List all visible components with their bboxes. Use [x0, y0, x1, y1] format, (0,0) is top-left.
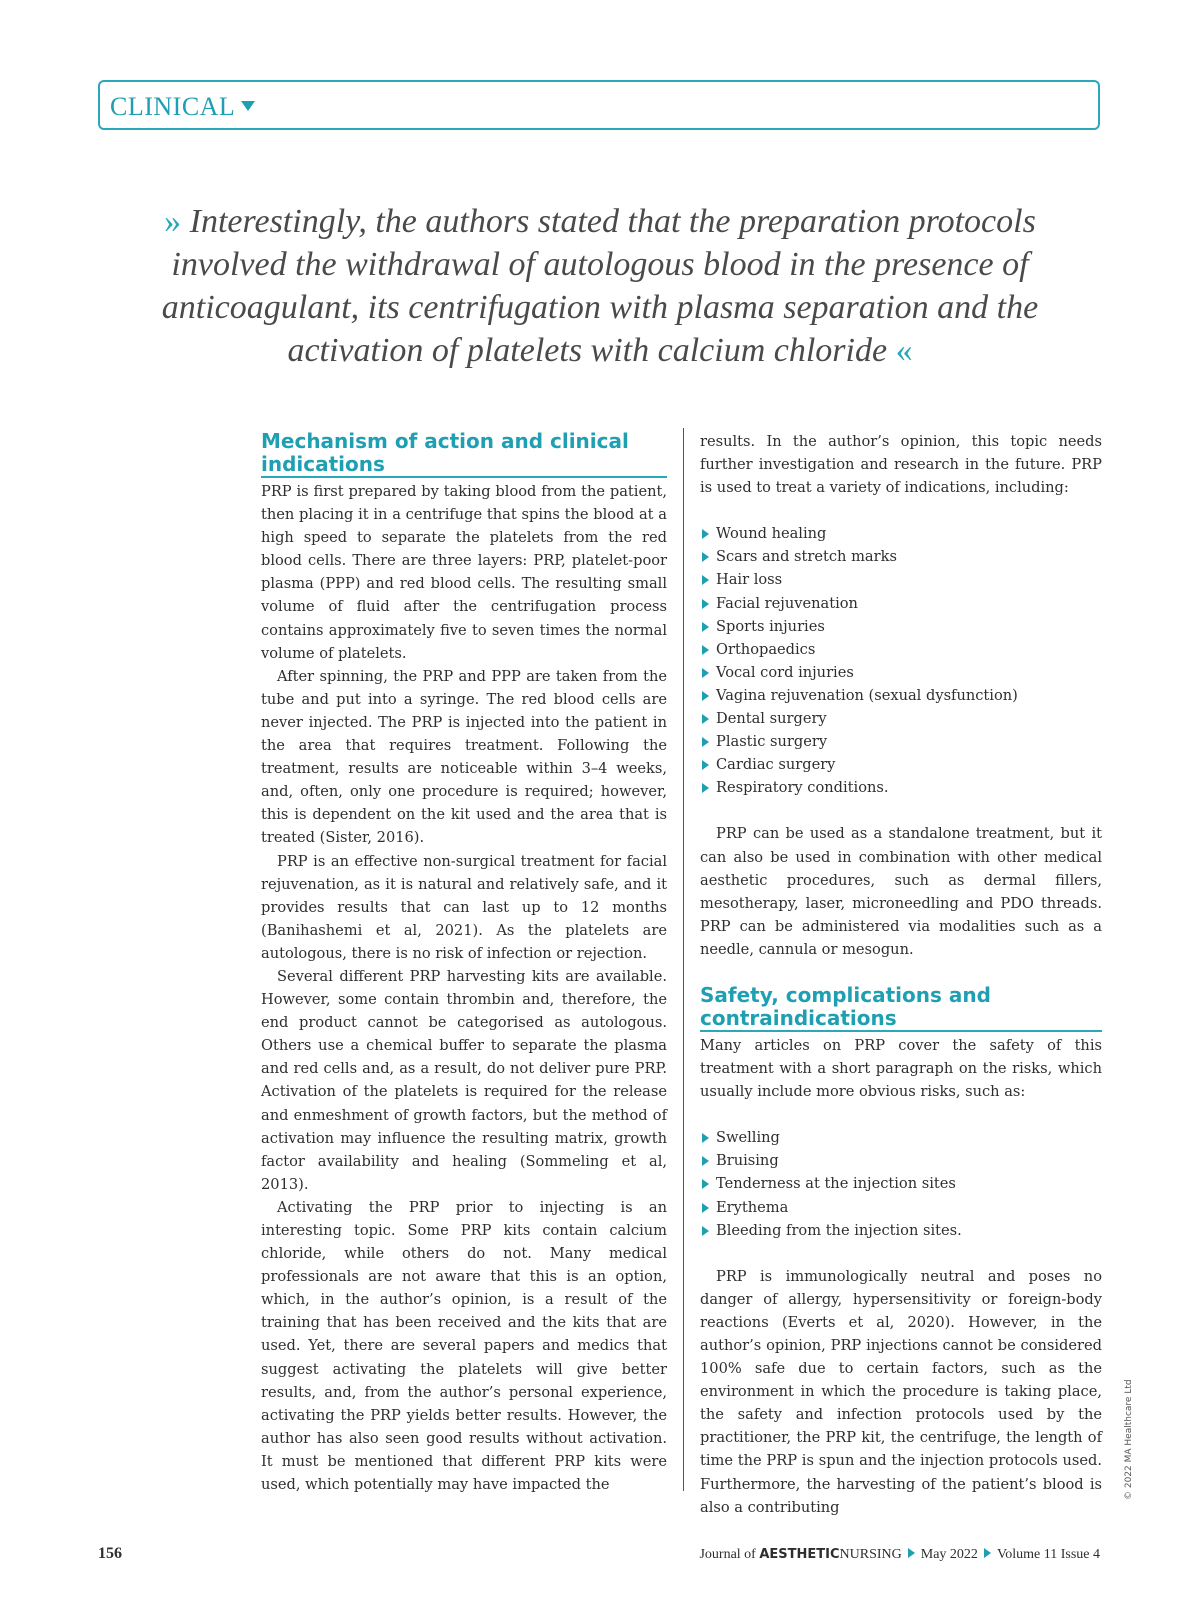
- body-paragraph: Activating the PRP prior to injecting is an interesting topic. Some PRP kits contain calcium chloride, while others do not. Many medical professionals are not aware that this is an option, which, in the author’s opinion, is a result of the training that has been received and the kits that are used. Yet, there are several papers and medics that suggest activating the platelets will give better results, and, from the author’s personal experience, activating the PRP yields better results. However, the author has also seen good results without activation. It must be mentioned that different PRP kits were used, which potentially may have impacted the: [261, 1198, 667, 1494]
- right-column: [700, 430, 1102, 1516]
- body-paragraph: After spinning, the PRP and PPP are taken from the tube and put into a syringe. The red blood cells are never injected. The PRP is injected into the patient in the area that requires treatment. Following the treatment, results are noticeable within 3–4 weeks, and, often, only one procedure is required; however, this is dependent on the kit used and the area that is treated (Sister, 2016).: [261, 667, 667, 847]
- indications-list: [700, 522, 1102, 799]
- close-quote-mark: «: [895, 332, 913, 369]
- list-item: Vagina rejuvenation (sexual dysfunction): [700, 684, 1102, 707]
- left-column: [261, 430, 667, 1500]
- body-paragraph: PRP is an effective non-surgical treatment for facial rejuvenation, as it is natural and relatively safe, and it provides results that can last up to 12 months (Banihashemi et al, 2021). As the platelets are autologous, there is no risk of infection or rejection.: [261, 852, 667, 962]
- open-quote-mark: »: [164, 203, 182, 240]
- volume-issue: Volume 11 Issue 4: [996, 1547, 1100, 1562]
- body-paragraph: Many articles on PRP cover the safety of this treatment with a short paragraph on the risks, which usually include more obvious risks, such as:: [700, 1036, 1102, 1101]
- list-item: Sports injuries: [700, 615, 1102, 638]
- triangle-right-icon: [984, 1548, 991, 1558]
- list-item: Respiratory conditions.: [700, 776, 1102, 799]
- triangle-right-icon: [908, 1548, 915, 1558]
- page-number: 156: [98, 1545, 122, 1562]
- list-item: Facial rejuvenation: [700, 592, 1102, 615]
- body-paragraph: results. In the author’s opinion, this topic needs further investigation and research in the future. PRP is used to treat a variety of indications, including:: [700, 433, 1102, 497]
- section-label-text: CLINICAL: [110, 92, 236, 121]
- journal-suffix: NURSING: [839, 1547, 902, 1562]
- triangle-down-icon: [241, 101, 255, 111]
- list-item: Swelling: [700, 1126, 1102, 1149]
- list-item: Orthopaedics: [700, 638, 1102, 661]
- journal-footer: [699, 1547, 1100, 1563]
- column-divider: [683, 428, 684, 1491]
- section-label: [110, 92, 255, 122]
- list-item: Scars and stretch marks: [700, 545, 1102, 568]
- body-paragraph: PRP is first prepared by taking blood from the patient, then placing it in a centrifuge that spins the blood at a high speed to separate the platelets from the red blood cells. There are three layers: PRP, platelet-poor plasma (PPP) and red blood cells. The resulting small volume of fluid after the centrifugation process contains approximately five to seven times the normal volume of platelets.: [261, 483, 667, 662]
- section-header-box: [98, 80, 1100, 130]
- list-item: Hair loss: [700, 568, 1102, 591]
- journal-bold: AESTHETIC: [759, 1547, 840, 1562]
- list-item: Wound healing: [700, 522, 1102, 545]
- list-item: Plastic surgery: [700, 730, 1102, 753]
- pull-quote-text: Interestingly, the authors stated that the preparation protocols involved the withdrawal of autologous blood in the presence of anticoagulant, its centrifugation with plasma separation and the activation of platelets with calcium chloride: [161, 203, 1039, 369]
- copyright-notice: © 2022 MA Healthcare Ltd: [1124, 1379, 1134, 1500]
- issue-date: May 2022: [920, 1547, 978, 1562]
- list-item: Bleeding from the injection sites.: [700, 1219, 1102, 1242]
- body-paragraph: Several different PRP harvesting kits are available. However, some contain thrombin and, therefore, the end product cannot be categorised as autologous. Others use a chemical buffer to separate the plasma and red cells and, as a result, do not deliver pure PRP. Activation of the platelets is required for the release and enmeshment of growth factors, but the method of activation may influence the resulting matrix, growth factor availability and healing (Sommeling et al, 2013).: [261, 967, 667, 1193]
- list-item: Erythema: [700, 1196, 1102, 1219]
- body-paragraph: PRP can be used as a standalone treatment, but it can also be used in combination with other medical aesthetic procedures, such as dermal fillers, mesotherapy, laser, microneedling and PDO threads. PRP can be administered via modalities such as a needle, cannula or mesogun.: [700, 825, 1102, 958]
- list-item: Vocal cord injuries: [700, 661, 1102, 684]
- risks-list: [700, 1126, 1102, 1241]
- list-item: Cardiac surgery: [700, 753, 1102, 776]
- section-heading-mechanism: Mechanism of action and clinical indications: [261, 430, 667, 478]
- body-paragraph: PRP is immunologically neutral and poses no danger of allergy, hypersensitivity or foreign-body reactions (Everts et al, 2020). However, in the author’s opinion, PRP injections cannot be considered 100% safe due to certain factors, such as the environment in which the procedure is taking place, the safety and infection protocols used by the practitioner, the PRP kit, the centrifuge, the length of time the PRP is spun and the injection protocols used. Furthermore, the harvesting of the patient’s blood is also a contributing: [700, 1267, 1102, 1516]
- list-item: Bruising: [700, 1149, 1102, 1172]
- list-item: Tenderness at the injection sites: [700, 1172, 1102, 1195]
- pull-quote: [110, 200, 1090, 372]
- list-item: Dental surgery: [700, 707, 1102, 730]
- journal-prefix: Journal of: [699, 1547, 756, 1562]
- section-heading-safety: Safety, complications and contraindications: [700, 984, 1102, 1032]
